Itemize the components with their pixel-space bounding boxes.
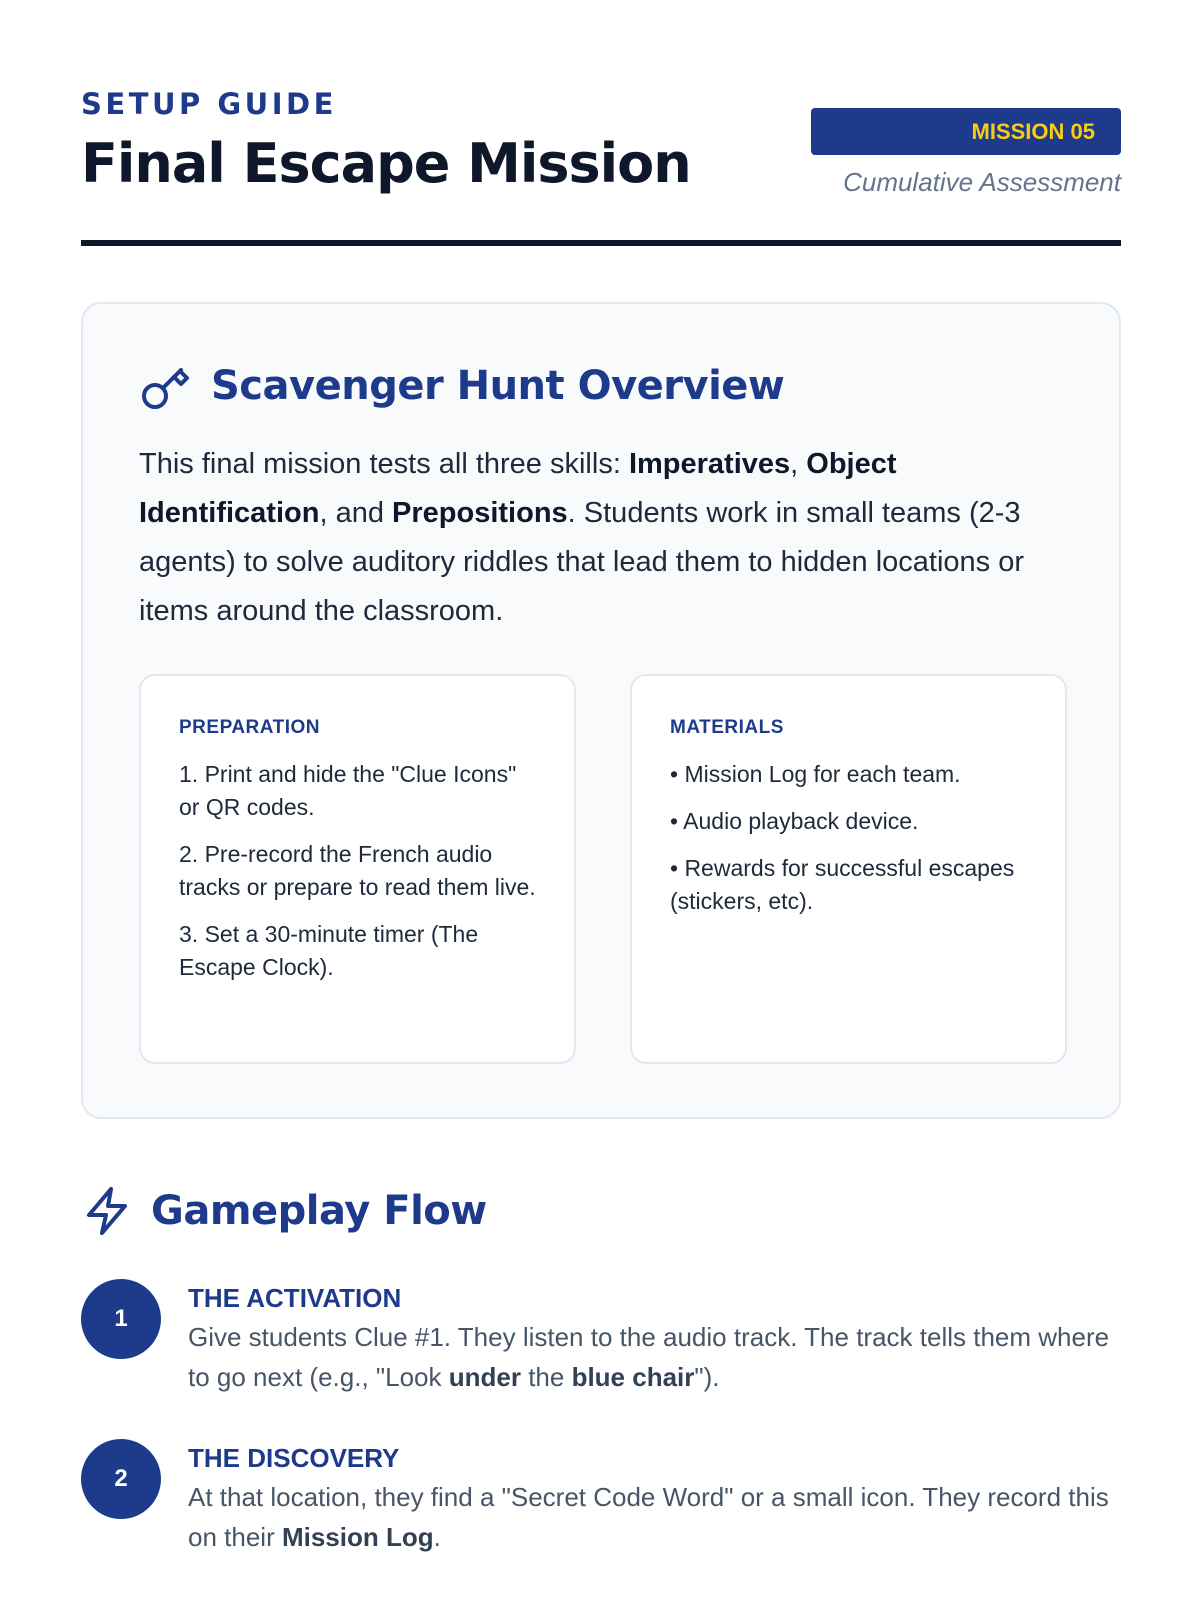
page-title: Final Escape Mission bbox=[81, 132, 691, 195]
lightning-icon bbox=[81, 1185, 133, 1237]
step-description: At that location, they find a "Secret Code Word" or a small icon. They record this on their Mission Log. bbox=[188, 1482, 1109, 1552]
step-number-badge: 2 bbox=[81, 1439, 161, 1519]
step-description: Give students Clue #1. They listen to the audio track. The track tells them where to go next (e.g., "Look under the blue chair"). bbox=[188, 1322, 1110, 1392]
gameplay-title: Gameplay Flow bbox=[151, 1188, 487, 1234]
preparation-item: 2. Pre-record the French audio tracks or prepare to read them live. bbox=[179, 841, 536, 900]
mission-badge: MISSION 05 bbox=[811, 108, 1121, 155]
preparation-card bbox=[139, 674, 576, 1064]
overview-description: This final mission tests all three skills: Imperatives, Object Identification, and Prepositions. Students work in small teams (2-3 agents) to solve auditory riddles that lead them to hidden locations or items around the classroom. bbox=[139, 448, 1025, 627]
step-number-badge: 1 bbox=[81, 1279, 161, 1359]
preparation-item: 1. Print and hide the "Clue Icons" or QR codes. bbox=[179, 761, 517, 820]
page-header bbox=[81, 86, 1121, 196]
materials-item: • Rewards for successful escapes (stickers, etc). bbox=[670, 855, 1015, 914]
gameplay-heading bbox=[81, 1182, 487, 1240]
overview-title: Scavenger Hunt Overview bbox=[211, 363, 785, 409]
step-content bbox=[188, 1281, 1123, 1397]
materials-title: MATERIALS bbox=[670, 717, 784, 738]
preparation-item: 3. Set a 30-minute timer (The Escape Clock). bbox=[179, 921, 479, 980]
step-title: THE DISCOVERY bbox=[188, 1443, 400, 1473]
assessment-subtitle: Cumulative Assessment bbox=[843, 167, 1121, 197]
kicker: SETUP GUIDE bbox=[81, 87, 337, 121]
mission-badge-group bbox=[811, 108, 1121, 198]
step-title: THE ACTIVATION bbox=[188, 1283, 402, 1313]
preparation-title: PREPARATION bbox=[179, 717, 320, 738]
step-content bbox=[188, 1441, 1123, 1557]
overview-panel bbox=[81, 302, 1121, 1119]
materials-item: • Mission Log for each team. bbox=[670, 761, 961, 787]
materials-card bbox=[630, 674, 1067, 1064]
materials-item: • Audio playback device. bbox=[670, 808, 919, 834]
overview-heading bbox=[139, 358, 784, 414]
header-divider bbox=[81, 240, 1121, 246]
key-icon bbox=[139, 360, 191, 412]
